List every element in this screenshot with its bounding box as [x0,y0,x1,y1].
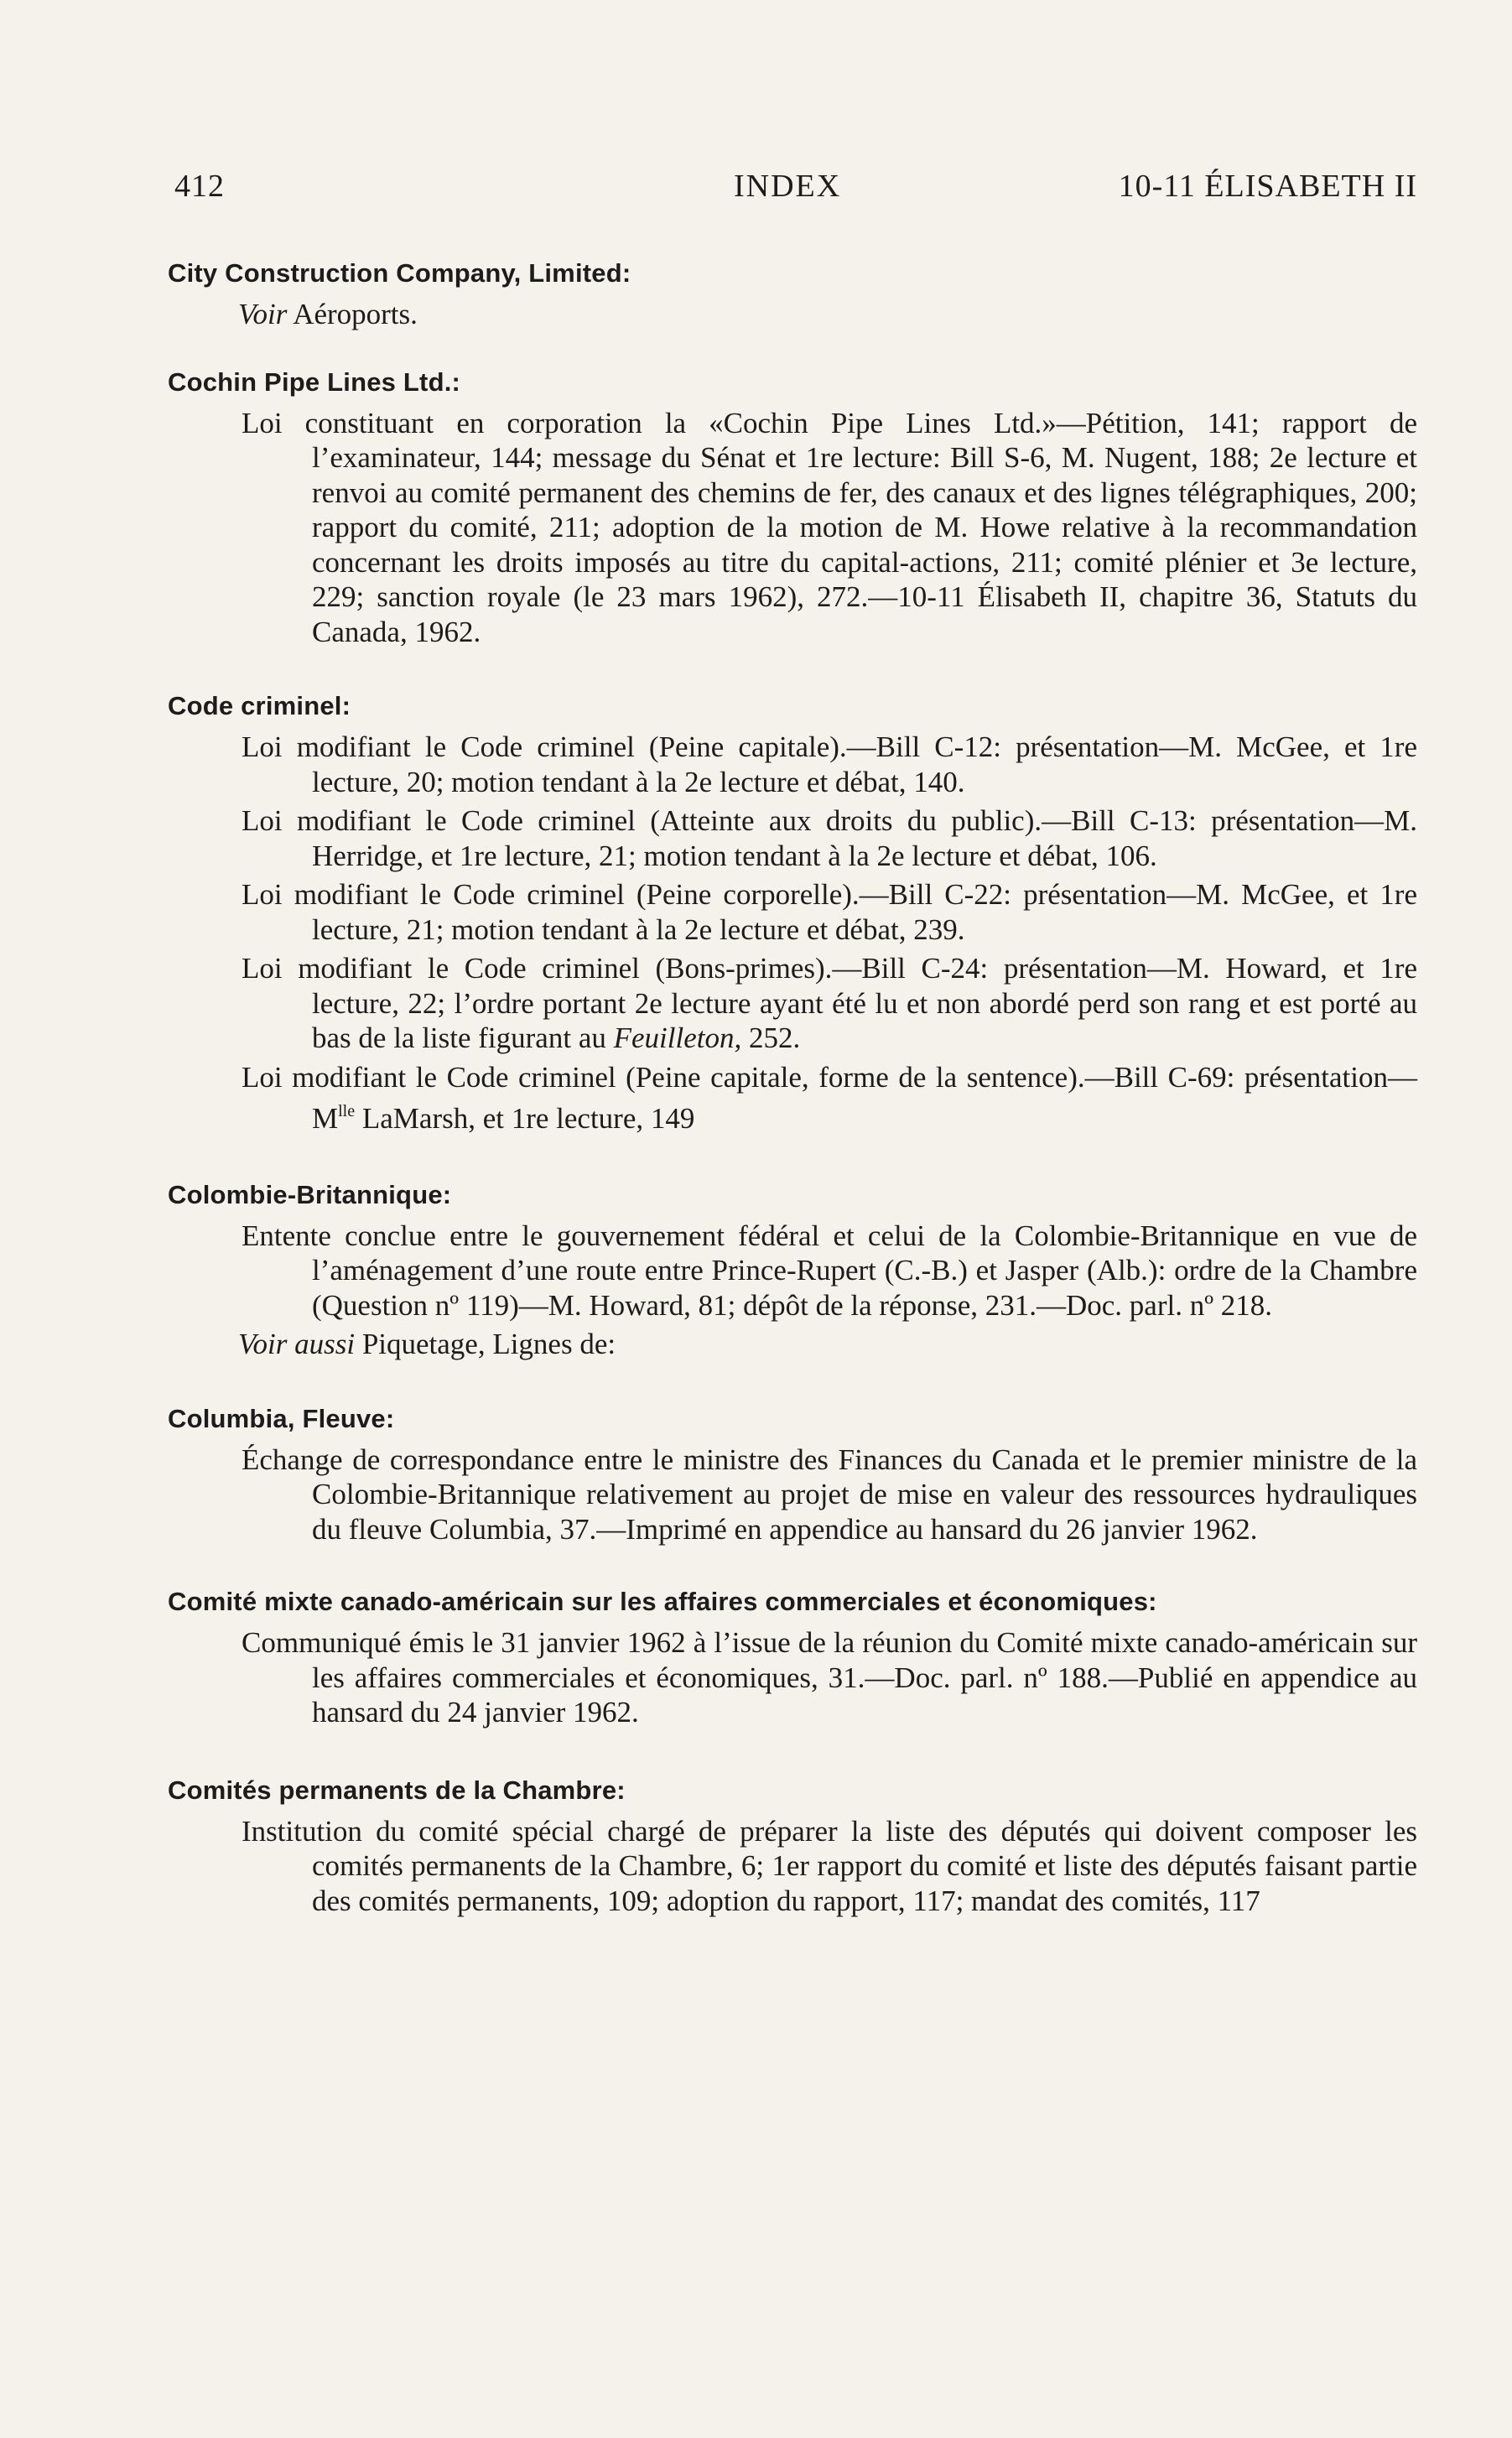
entry-heading: City Construction Company, Limited: [168,258,631,288]
index-entry [168,1404,1417,1547]
sub-entry: Échange de correspondance entre le ministre des Finances du Canada et le premier ministre de la Colombie-Britannique relativement au projet de mise en valeur des ressources hydrauliques du fleuve Columbia, 37.—Imprimé en appendice au hansard du 26 janvier 1962. [242,1443,1417,1546]
sub-entry: Entente conclue entre le gouvernement fédéral et celui de la Colombie-Britannique en vue de l’aménagement d’une route entre Prince-Rupert (C.-B.) et Jasper (Alb.): ordre de la Chambre (Question nº 119)—M. Howard, 81; dépôt de la réponse, 231.—Doc. parl. nº 218. [242,1219,1417,1322]
index-page [168,159,1417,1922]
running-title: 10-11 ÉLISABETH II [1118,169,1417,204]
publication-name: Feuilleton, [613,1021,742,1054]
xref-target: Aéroports. [293,298,418,330]
index-entry [168,367,1417,650]
sub-entry-text: Loi modifiant le Code criminel (Peine capitale, forme de la sentence).—Bill C-69: présentation—M [242,1060,1417,1135]
index-entry [168,1180,1417,1362]
entry-heading: Code criminel: [168,691,351,720]
page-number: 412 [174,169,225,204]
entry-heading: Columbia, Fleuve: [168,1403,395,1433]
xref-label: Voir aussi [238,1328,356,1360]
sub-entry [238,951,1417,1056]
page-title: INDEX [734,169,842,204]
index-entry [168,691,1417,1136]
sub-entry-text: Loi modifiant le Code criminel (Bons-primes).—Bill C-24: présentation—M. Howard, et 1re lecture, 22; l’ordre portant 2e lecture ayant été lu et non abordé perd son rang et est porté au bas de la liste figurant au [242,952,1417,1054]
xref-label: Voir [238,298,288,330]
index-entry [168,258,1417,332]
sub-entry: Loi constituant en corporation la «Cochin Pipe Lines Ltd.»—Pétition, 141; rapport de l’examinateur, 144; message du Sénat et 1re lecture: Bill S-6, M. Nugent, 188; 2e lecture et renvoi au comité permanent des chemins de fer, des canaux et des lignes télégraphiques, 200; rapport du comité, 211; adoption de la motion de M. Howe relative à la recommandation concernant les droits imposés au titre du capital-actions, 211; comité plénier et 3e lecture, 229; sanction royale (le 23 mars 1962), 272.—10-11 Élisabeth II, chapitre 36, Statuts du Canada, 1962. [242,406,1417,648]
sub-entry: Institution du comité spécial chargé de préparer la liste des députés qui doivent composer les comités permanents de la Chambre, 6; 1er rapport du comité et liste des députés faisant partie des comités permanents, 109; adoption du rapport, 117; mandat des comités, 117 [242,1814,1417,1917]
xref-target: Piquetage, Lignes de: [361,1328,616,1360]
sub-entry: Communiqué émis le 31 janvier 1962 à l’issue de la réunion du Comité mixte canado-américain sur les affaires commerciales et économiques, 31.—Doc. parl. nº 188.—Publié en appendice au hansard du 24 janvier 1962. [242,1626,1417,1728]
running-head [168,159,1417,210]
cross-reference [238,297,1417,332]
entry-heading: Comité mixte canado-américain sur les affaires commerciales et économiques: [168,1587,1157,1616]
page-reference: 252. [748,1021,801,1054]
sub-entry: Loi modifiant le Code criminel (Atteinte aux droits du public).—Bill C-13: présentation—M. Herridge, et 1re lecture, 21; motion tendant à la 2e lecture et débat, 106. [242,804,1417,872]
sub-entry-text: LaMarsh, et 1re lecture, 149 [361,1102,695,1135]
superscript: lle [338,1102,356,1120]
entry-heading: Colombie-Britannique: [168,1179,452,1209]
entry-heading: Comités permanents de la Chambre: [168,1775,626,1805]
index-entry [168,1775,1417,1919]
sub-entry: Loi modifiant le Code criminel (Peine corporelle).—Bill C-22: présentation—M. McGee, et 1re lecture, 21; motion tendant à la 2e lecture et débat, 239. [242,878,1417,946]
index-entry [168,1587,1417,1730]
sub-entry: Loi modifiant le Code criminel (Peine capitale).—Bill C-12: présentation—M. McGee, et 1re lecture, 20; motion tendant à la 2e lecture et débat, 140. [242,730,1417,798]
cross-reference [238,1327,1417,1362]
entry-heading: Cochin Pipe Lines Ltd.: [168,366,461,397]
sub-entry [238,1060,1417,1136]
